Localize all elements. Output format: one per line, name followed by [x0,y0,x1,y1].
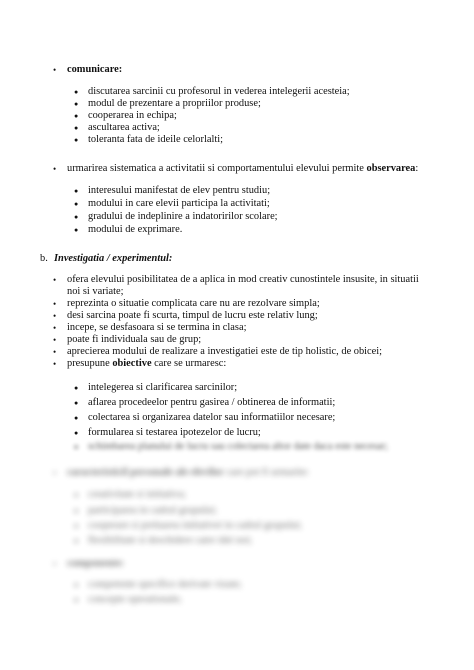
bullet-icon: • [53,323,57,333]
sub-bullet-icon: ● [74,213,79,221]
list-item: cooperarea in echipa; [88,110,177,121]
sub-bullet-icon: ● [74,414,79,422]
bullet-icon: • [53,335,57,345]
sub-bullet-icon: ● [74,88,79,96]
sub-bullet-icon: ● [74,491,79,499]
list-item: reprezinta o situatie complicata care nu are rezolvare simpla; [67,298,320,309]
bullet-icon: • [53,65,57,75]
bullet-icon: • [53,468,57,478]
sub-bullet-icon: ● [74,136,79,144]
sub-bullet-icon: ● [74,596,79,604]
bullet-icon: • [53,311,57,321]
list-item-blurred: creativitate si initiativa; [88,489,187,500]
sub-bullet-icon: ● [74,100,79,108]
list-item: gradului de indeplinire a indatoririlor scolare; [88,211,278,222]
list-item-blurred: concepte operationale; [88,594,182,605]
bullet-icon: • [53,299,57,309]
list-item: ascultarea activa; [88,122,160,133]
list-item-blurred: cooperare si preluarea initiativei in cadrul grupului; [88,520,303,531]
observare-tail: : [415,163,419,174]
bullet-icon: • [53,164,57,174]
list-item: desi sarcina poate fi scurta, timpul de lucru este relativ lung; [67,310,318,321]
presupune-pre: presupune [67,358,113,369]
list-item: modului de exprimare. [88,224,183,235]
list-item: incepe, se desfasoara si se termina in clasa; [67,322,247,333]
list-item: modul de prezentare a propriilor produse; [88,98,261,109]
sub-bullet-icon: ● [74,384,79,392]
list-item: modului in care elevii participa la activitati; [88,198,270,209]
list-item: colectarea si organizarea datelor sau informatiilor necesare; [88,412,336,423]
bullet-icon: • [53,347,57,357]
list-item: poate fi individuala sau de grup; [67,334,202,345]
list-item: discutarea sarcinii cu profesorul in vederea intelegerii acesteia; [88,86,350,97]
presupune-bold: obiective [112,358,152,369]
observare-text: urmarirea sistematica a activitatii si comportamentului elevului permite [67,163,367,174]
section-heading: Investigatia / experimentul: [54,253,173,264]
sub-bullet-icon: ● [74,429,79,437]
sub-bullet-icon: ● [74,443,79,451]
bullet-icon: • [53,359,57,369]
paragraph-blurred [67,467,309,479]
observare-bold: observarea [366,163,416,174]
sub-bullet-icon: ● [74,200,79,208]
blurred-tail: care pot fi urmarite: [223,467,310,478]
sub-bullet-icon: ● [74,507,79,515]
section-letter: b. [40,253,48,264]
sub-bullet-icon: ● [74,124,79,132]
list-item-continuation: noi si variate; [67,286,124,297]
sub-bullet-icon: ● [74,226,79,234]
sub-bullet-icon: ● [74,522,79,530]
bullet-icon: • [53,559,57,569]
list-item: interesului manifestat de elev pentru studiu; [88,185,271,196]
section-label-comunicare: comunicare: [67,64,123,75]
list-item: intelegerea si clarificarea sarcinilor; [88,382,238,393]
sub-bullet-icon: ● [74,399,79,407]
list-item: ofera elevului posibilitatea de a aplica in mod creativ cunostintele insusite, in situatii [67,274,419,285]
list-item-blurred: participarea in cadrul grupului; [88,505,217,516]
sub-bullet-icon: ● [74,581,79,589]
bullet-icon: • [53,275,57,285]
blurred-bold: caracteristicil personale ale elevilor [67,467,224,478]
presupune-post: care se urmaresc: [151,358,227,369]
paragraph-observare [67,163,418,175]
list-item: formularea si testarea ipotezelor de lucru; [88,427,261,438]
list-item-blurred: schimbarea planului de lucru sau colectarea altor date daca este necesar; [88,441,389,452]
list-item-blurred: competente specifice derivate vizate; [88,579,242,590]
sub-bullet-icon: ● [74,112,79,120]
sub-bullet-icon: ● [74,537,79,545]
list-item-presupune [67,358,226,370]
list-item: aprecierea modului de realizare a investigatiei este de tip holistic, de obicei; [67,346,383,357]
list-item: aflarea procedeelor pentru gasirea / obtinerea de informatii; [88,397,336,408]
list-item-blurred: flexibilitate si deschidere catre idei noi; [88,535,253,546]
list-item: toleranta fata de ideile celorlalti; [88,134,224,145]
sub-bullet-icon: ● [74,187,79,195]
section-label-blurred: componente: [67,558,125,569]
